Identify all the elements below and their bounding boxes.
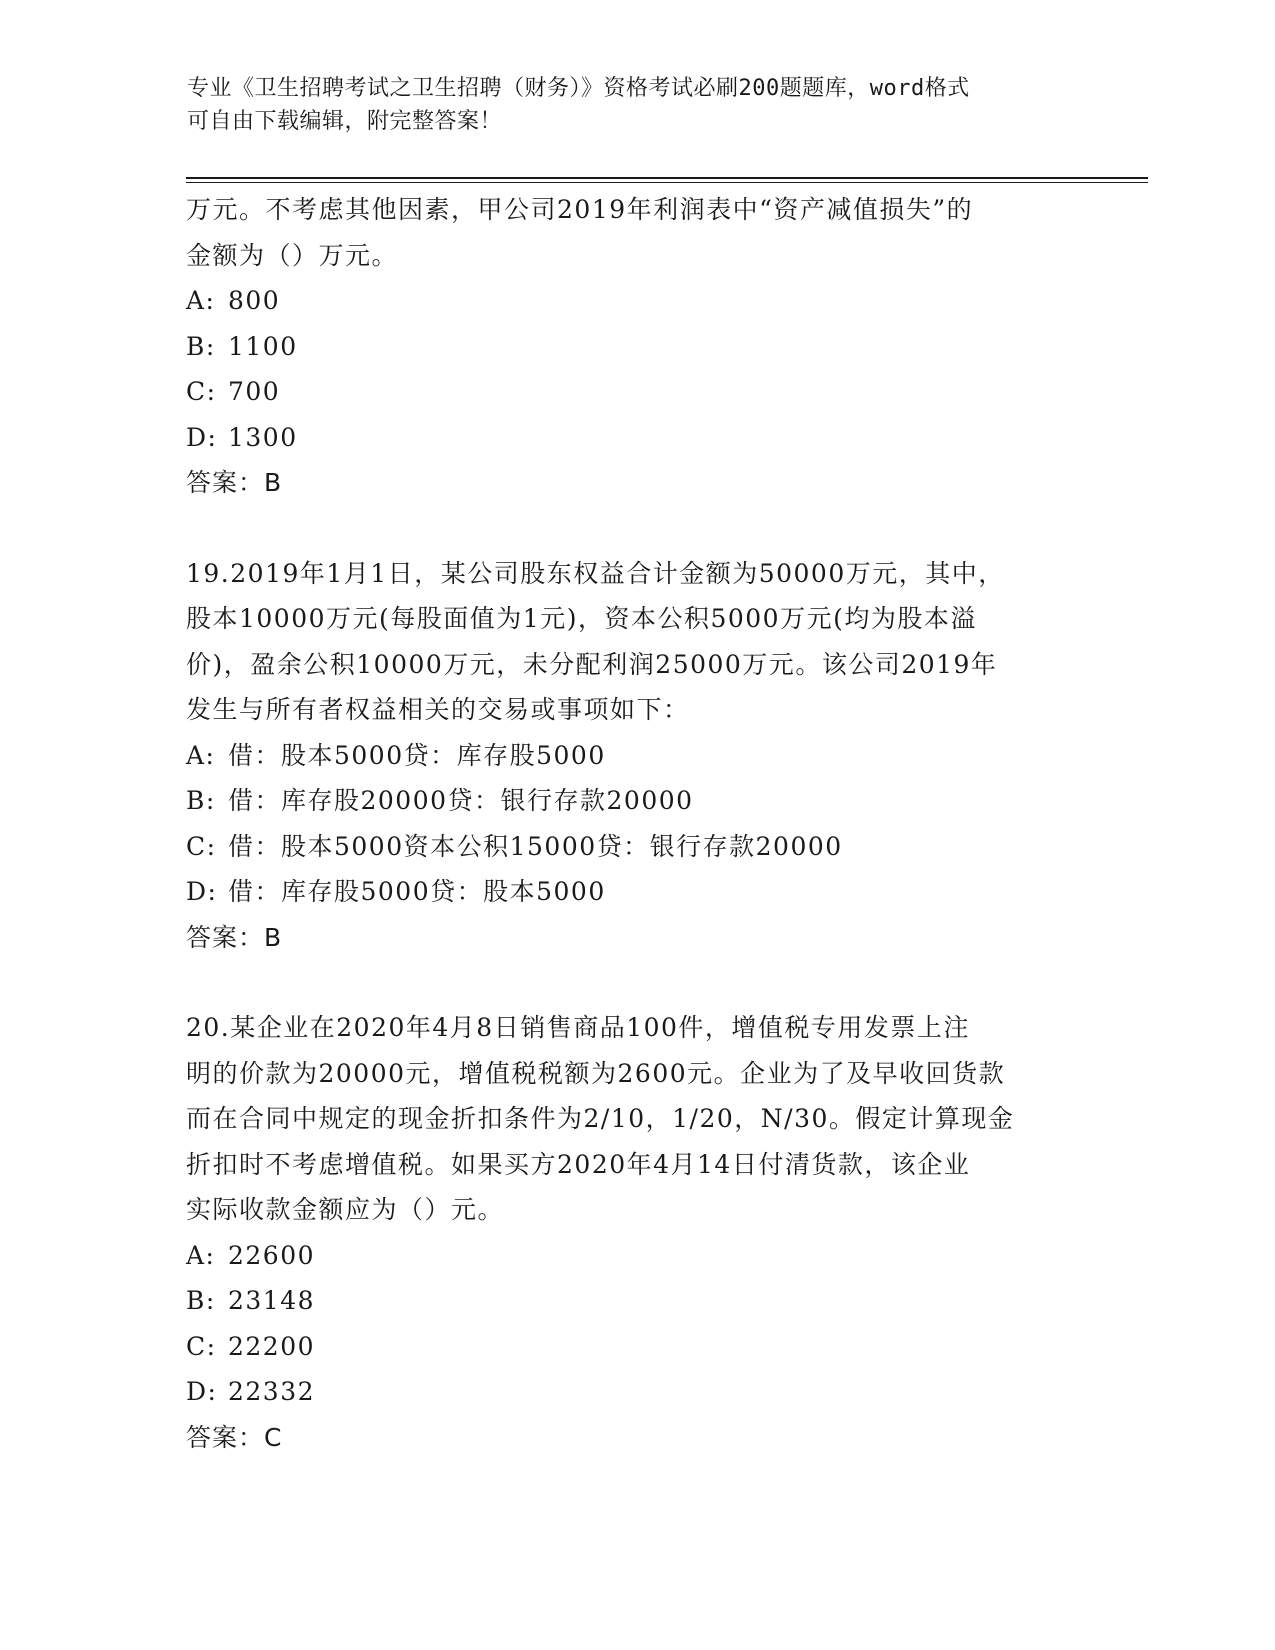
option-text: 借：库存股20000贷：银行存款20000 (228, 786, 694, 815)
question-text-line: 19.2019年1月1日，某公司股东权益合计金额为50000万元，其中， (186, 558, 1005, 588)
question-spacer (186, 960, 1076, 1005)
question-text-line: 折扣时不考虑增值税。如果买方2020年4月14日付清货款，该企业 (186, 1149, 971, 1179)
option-letter: C: (186, 831, 217, 861)
option-c (186, 824, 1076, 870)
question-text-line: 价)，盈余公积10000万元，未分配利润25000万元。该公司2019年 (186, 649, 998, 679)
option-text: 借：股本5000贷：库存股5000 (228, 740, 606, 770)
option-letter: D: (186, 1377, 218, 1406)
option-a (186, 1233, 1076, 1279)
question-text-line: 实际收款金额应为（）元。 (186, 1195, 505, 1224)
option-letter: C: (186, 1331, 217, 1361)
document-body (186, 187, 1076, 1460)
option-text: 22332 (228, 1377, 316, 1406)
option-a (186, 733, 1076, 779)
question-19 (186, 551, 1076, 961)
option-text: 借：库存股5000贷：股本5000 (228, 877, 606, 906)
option-c (186, 369, 1076, 415)
option-letter: A: (186, 740, 216, 770)
question-text-line: 金额为（）万元。 (186, 240, 399, 270)
option-letter: B: (186, 331, 216, 361)
option-b (186, 1278, 1076, 1324)
option-text: 1300 (228, 422, 298, 452)
option-letter: D: (186, 422, 218, 452)
option-d (186, 1369, 1076, 1415)
option-text: 800 (228, 286, 281, 315)
option-text: 23148 (228, 1286, 316, 1315)
header-divider-thin (186, 182, 1148, 183)
option-c (186, 1324, 1076, 1370)
question-text-line: 股本10000万元(每股面值为1元)，资本公积5000万元(均为股本溢 (186, 604, 977, 633)
option-b (186, 778, 1076, 824)
option-d (186, 869, 1076, 915)
answer-line: 答案：B (186, 468, 283, 497)
document-header (187, 72, 1057, 138)
question-text-line: 20.某企业在2020年4月8日销售商品100件，增值税专用发票上注 (186, 1013, 970, 1042)
header-divider-thick (186, 177, 1148, 179)
question-text-line: 万元。不考虑其他因素，甲公司2019年利润表中“资产减值损失”的 (186, 195, 974, 224)
option-b (186, 324, 1076, 370)
question-text-line: 明的价款为20000元，增值税税额为2600元。企业为了及早收回货款 (186, 1058, 1006, 1088)
question-spacer (186, 506, 1076, 551)
header-line-1: 专业《卫生招聘考试之卫生招聘（财务）》资格考试必刷200题题库，word格式 (187, 76, 970, 101)
option-letter: A: (186, 286, 216, 315)
option-letter: B: (186, 786, 216, 815)
option-text: 22600 (228, 1240, 316, 1270)
option-a (186, 278, 1076, 324)
question-20 (186, 1005, 1076, 1460)
option-text: 1100 (228, 331, 298, 361)
question-text-line: 发生与所有者权益相关的交易或事项如下： (186, 695, 690, 724)
option-letter: D: (186, 877, 218, 906)
option-letter: C: (186, 377, 217, 406)
option-d (186, 415, 1076, 461)
option-text: 22200 (228, 1331, 316, 1361)
option-letter: A: (186, 1240, 216, 1270)
question-text-line: 而在合同中规定的现金折扣条件为2/10，1/20，N/30。假定计算现金 (186, 1104, 1015, 1133)
question-18 (186, 187, 1076, 506)
option-text: 700 (228, 377, 281, 406)
answer-line: 答案：C (186, 1422, 283, 1452)
option-letter: B: (186, 1286, 216, 1315)
header-line-2: 可自由下载编辑，附完整答案！ (187, 109, 503, 134)
option-text: 借：股本5000资本公积15000贷：银行存款20000 (228, 831, 843, 861)
answer-line: 答案：B (186, 922, 283, 952)
